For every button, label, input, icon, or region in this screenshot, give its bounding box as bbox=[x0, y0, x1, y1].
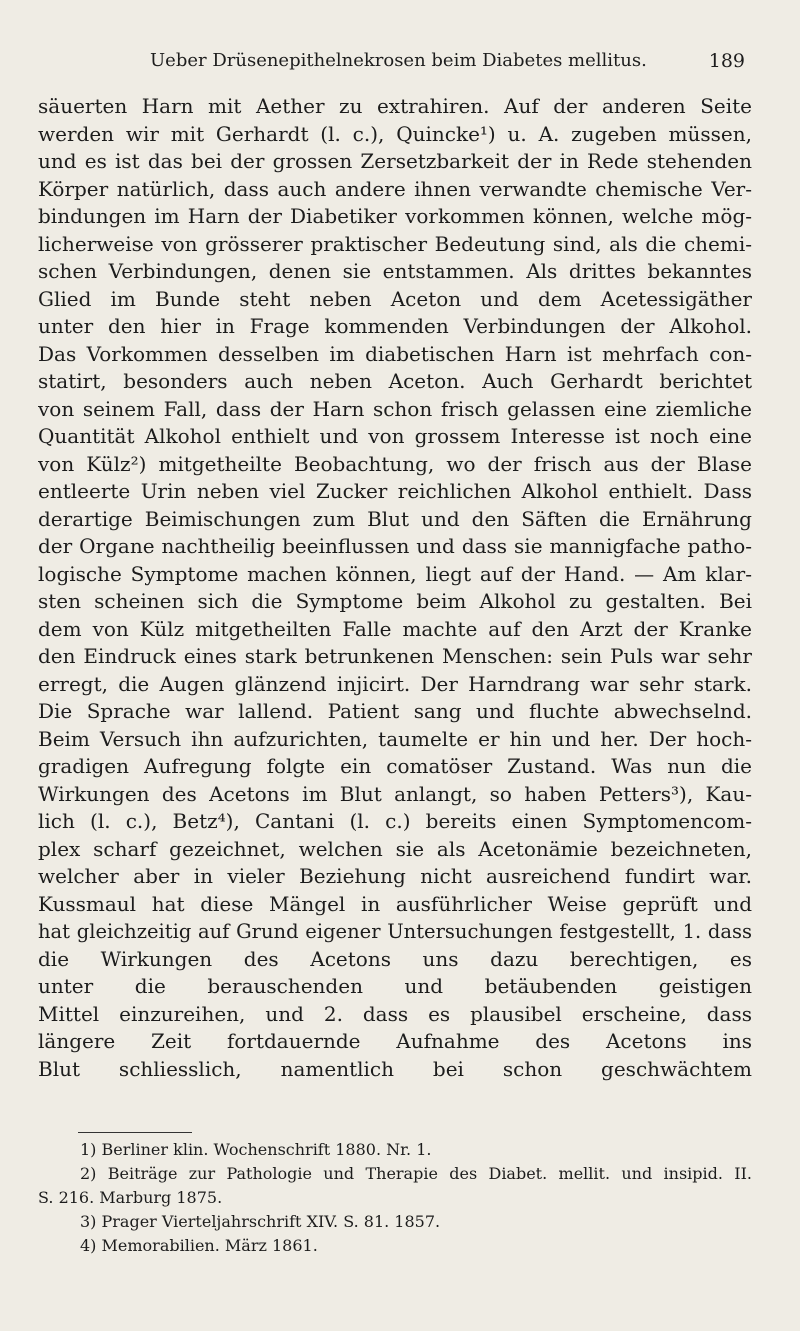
footnote-separator bbox=[78, 1132, 192, 1133]
text-line: Beim Versuch ihn aufzurichten, taumelte er hin und her. Der hoch- bbox=[38, 726, 752, 751]
text-line: Wirkungen des Acetons im Blut anlangt, so haben Petters³), Kau- bbox=[38, 781, 752, 806]
text-line: bindungen im Harn der Diabetiker vorkommen können, welche mög- bbox=[38, 204, 752, 228]
footnotes bbox=[38, 1138, 752, 1258]
body-text bbox=[38, 93, 752, 1083]
text-line: unter den hier in Frage kommenden Verbindungen der Alkohol. bbox=[38, 314, 752, 338]
text-line: logische Symptome machen können, liegt auf der Hand. — Am klar- bbox=[38, 561, 752, 586]
text-line: hat gleichzeitig auf Grund eigener Untersuchungen festgestellt, 1. dass bbox=[38, 920, 752, 943]
text-line: längere Zeit fortdauernde Aufnahme des Acetons ins bbox=[38, 1029, 752, 1053]
footnote-4: 4) Memorabilien. März 1861. bbox=[80, 1236, 318, 1255]
text-line: statirt, besonders auch neben Aceton. Auch Gerhardt berichtet bbox=[38, 369, 752, 393]
text-line: dem von Külz mitgetheilten Falle machte auf den Arzt der Kranke bbox=[38, 616, 752, 641]
footnote-3: 3) Prager Vierteljahrschrift XIV. S. 81. 1857. bbox=[80, 1212, 441, 1231]
text-line: werden wir mit Gerhardt (l. c.), Quincke¹) u. A. zugeben müssen, bbox=[38, 121, 752, 146]
footnote-2: 2) Beiträge zur Pathologie und Therapie des Diabet. mellit. und insipid. II. bbox=[80, 1164, 752, 1183]
text-line: Körper natürlich, dass auch andere ihnen verwandte chemische Ver- bbox=[38, 176, 752, 201]
text-line: erregt, die Augen glänzend injicirt. Der Harndrang war sehr stark. bbox=[38, 671, 752, 696]
text-line: Das Vorkommen desselben im diabetischen Harn ist mehrfach con- bbox=[38, 341, 752, 366]
text-line: Blut schliesslich, namentlich bei schon geschwächtem bbox=[38, 1056, 752, 1081]
text-line: die Wirkungen des Acetons uns dazu berechtigen, es bbox=[38, 946, 752, 971]
text-line: welcher aber in vieler Beziehung nicht ausreichend fundirt war. bbox=[38, 864, 752, 888]
text-line: gradigen Aufregung folgte ein comatöser Zustand. Was nun die bbox=[38, 754, 752, 778]
running-header bbox=[38, 48, 745, 74]
text-line: lich (l. c.), Betz⁴), Cantani (l. c.) bereits einen Symptomencom- bbox=[38, 809, 752, 833]
text-line: unter die berauschenden und betäubenden geistigen bbox=[38, 974, 752, 998]
text-line: sten scheinen sich die Symptome beim Alkohol zu gestalten. Bei bbox=[38, 589, 752, 613]
page-number: 189 bbox=[708, 50, 745, 72]
text-line: der Organe nachtheilig beeinflussen und dass sie mannigfache patho- bbox=[38, 534, 752, 558]
text-line: licherweise von grösserer praktischer Bedeutung sind, als die chemi- bbox=[38, 231, 752, 256]
text-line: entleerte Urin neben viel Zucker reichlichen Alkohol enthielt. Dass bbox=[38, 479, 752, 503]
text-line: Die Sprache war lallend. Patient sang und fluchte abwechselnd. bbox=[38, 699, 752, 723]
text-line: plex scharf gezeichnet, welchen sie als Acetonämie bezeichneten, bbox=[38, 836, 752, 861]
text-line: Kussmaul hat diese Mängel in ausführlicher Weise geprüft und bbox=[38, 891, 752, 916]
footnote-1: 1) Berliner klin. Wochenschrift 1880. Nr. 1. bbox=[80, 1140, 432, 1159]
text-line: den Eindruck eines stark betrunkenen Menschen: sein Puls war sehr bbox=[38, 644, 752, 668]
text-line: schen Verbindungen, denen sie entstammen. Als drittes bekanntes bbox=[38, 259, 752, 283]
text-line: von Külz²) mitgetheilte Beobachtung, wo der frisch aus der Blase bbox=[38, 451, 752, 476]
text-line: derartige Beimischungen zum Blut und den Säften die Ernährung bbox=[38, 506, 752, 531]
text-line: Glied im Bunde steht neben Aceton und dem Acetessigäther bbox=[38, 286, 752, 311]
footnote-2-continuation: S. 216. Marburg 1875. bbox=[38, 1188, 223, 1207]
running-title: Ueber Drüsenepithelnekrosen beim Diabetes mellitus. bbox=[150, 50, 647, 71]
text-line: Quantität Alkohol enthielt und von grossem Interesse ist noch eine bbox=[38, 424, 752, 448]
text-line: und es ist das bei der grossen Zersetzbarkeit der in Rede stehenden bbox=[38, 149, 752, 173]
text-line: Mittel einzureihen, und 2. dass es plausibel erscheine, dass bbox=[38, 1001, 752, 1026]
text-line: säuerten Harn mit Aether zu extrahiren. Auf der anderen Seite bbox=[38, 94, 752, 118]
text-line: von seinem Fall, dass der Harn schon frisch gelassen eine ziemliche bbox=[38, 396, 752, 421]
